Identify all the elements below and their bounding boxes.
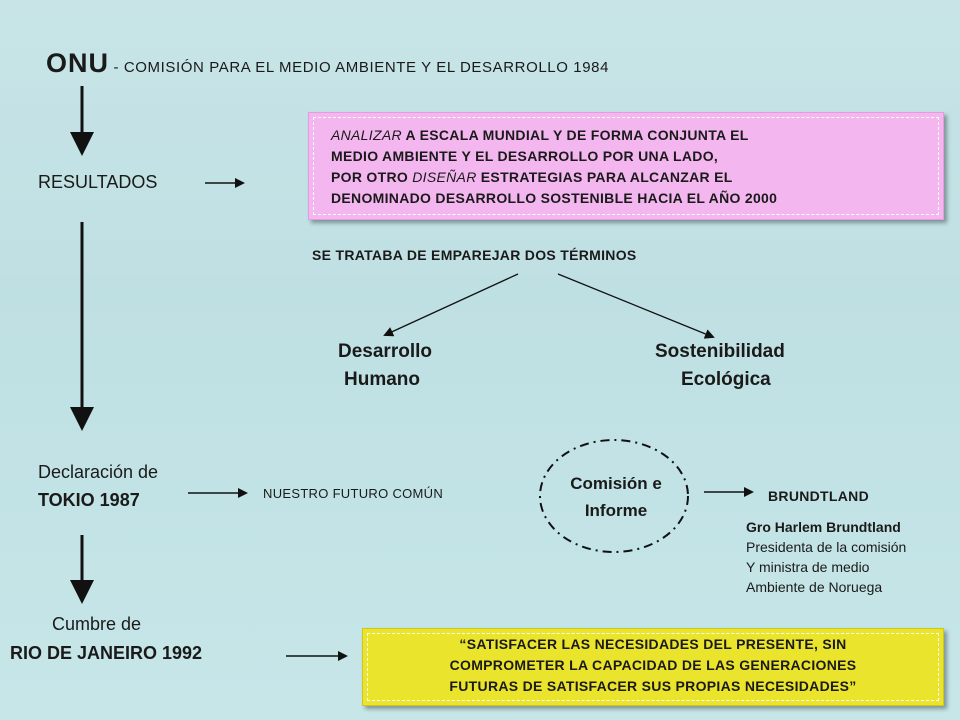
quote-line3: FUTURAS DE SATISFACER SUS PROPIAS NECESIDADES”	[449, 678, 857, 694]
term-left	[338, 338, 432, 394]
disenar-em: DISEÑAR	[412, 169, 477, 185]
brundtland-role2: Y ministra de medio	[746, 559, 870, 575]
term-right-line1: Sostenibilidad	[655, 341, 785, 362]
emparejar-text: SE TRATABA DE EMPAREJAR DOS TÉRMINOS	[312, 247, 637, 263]
analizar-line3: ESTRATEGIAS PARA ALCANZAR EL	[476, 169, 733, 185]
tokio-line2: TOKIO 1987	[38, 490, 140, 510]
term-left-line2: Humano	[344, 369, 420, 390]
brundtland-role3: Ambiente de Noruega	[746, 579, 883, 595]
term-right	[655, 338, 785, 394]
analizar-line2: MEDIO AMBIENTE Y EL DESARROLLO POR UNA LADO,	[331, 148, 719, 164]
tokio-block	[38, 458, 158, 514]
quote-box	[362, 628, 944, 706]
arrow-split-right	[558, 274, 713, 337]
term-right-line2: Ecológica	[681, 369, 771, 390]
tokio-line1: Declaración de	[38, 462, 159, 482]
futuro-text: NUESTRO FUTURO COMÚN	[263, 486, 444, 501]
resultados-label: RESULTADOS	[38, 172, 158, 192]
brundtland-name: Gro Harlem Brundtland	[746, 519, 901, 535]
header	[46, 48, 609, 79]
quote-text	[363, 634, 943, 697]
header-title: ONU	[46, 48, 109, 78]
brundtland-details	[746, 517, 906, 597]
analizar-line1: A ESCALA MUNDIAL Y DE FORMA CONJUNTA EL	[401, 127, 749, 143]
quote-line1: “SATISFACER LAS NECESIDADES DEL PRESENTE, SIN	[459, 636, 847, 652]
quote-line2: COMPROMETER LA CAPACIDAD DE LAS GENERACIONES	[449, 657, 857, 673]
rio-line1: Cumbre de	[52, 614, 142, 634]
comision-line1: Comisión e	[570, 474, 662, 493]
analizar-line4: DENOMINADO DESARROLLO SOSTENIBLE HACIA EL AÑO 2000	[331, 190, 778, 206]
comision-line2: Informe	[584, 501, 648, 520]
brundtland-title: BRUNDTLAND	[768, 488, 869, 504]
rio-line2: RIO DE JANEIRO 1992	[10, 643, 203, 663]
analizar-box	[308, 112, 944, 220]
rio-block	[10, 610, 202, 668]
comision-text	[548, 470, 684, 524]
analizar-line3-pre: POR OTRO	[331, 169, 413, 185]
header-subtitle: - COMISIÓN PARA EL MEDIO AMBIENTE Y EL DESARROLLO 1984	[113, 59, 610, 76]
brundtland-role1: Presidenta de la comisión	[746, 539, 907, 555]
term-left-line1: Desarrollo	[338, 341, 432, 362]
analizar-text	[331, 125, 777, 209]
analizar-em: ANALIZAR	[331, 127, 402, 143]
arrow-split-left	[385, 274, 518, 335]
